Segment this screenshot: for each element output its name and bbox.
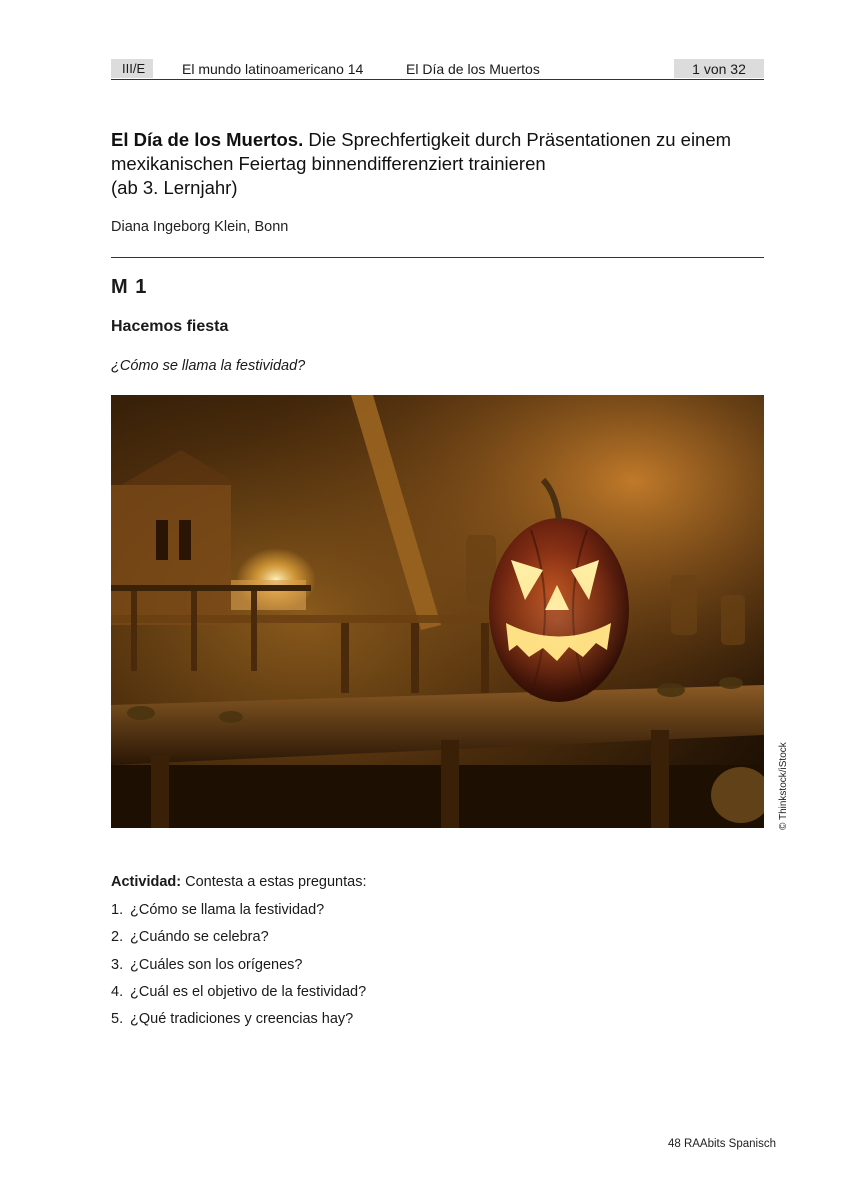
activity-instruction <box>111 874 367 890</box>
divider <box>111 257 764 258</box>
running-header <box>111 59 764 80</box>
footer-publication: 48 RAAbits Spanisch <box>667 1138 776 1150</box>
question-number: 4. <box>111 983 124 1000</box>
question-number: 2. <box>111 929 124 946</box>
title-level: (ab 3. Lernjahr) <box>111 177 238 198</box>
question-text: ¿Cuáles son los orígenes? <box>130 956 303 973</box>
activity-text: Contesta a estas preguntas: <box>185 874 367 890</box>
header-page-number: 1 von 32 <box>674 59 764 78</box>
list-item <box>111 901 366 928</box>
material-id: M 1 <box>111 276 148 298</box>
title-rest: Die Sprechfertigkeit durch Präsentationen zu einem mexikanischen Feiertag binnendifferenziert trainieren <box>111 129 732 174</box>
question-list <box>111 901 366 1037</box>
header-topic: El Día de los Muertos <box>406 61 540 77</box>
header-series-title: El mundo latinoamericano 14 <box>182 61 364 77</box>
question-text: ¿Cuándo se celebra? <box>130 929 269 946</box>
question-text: ¿Cómo se llama la festividad? <box>130 902 325 918</box>
image-prompt: ¿Cómo se llama la festividad? <box>111 358 306 374</box>
question-number: 3. <box>111 956 124 973</box>
question-number: 1. <box>111 902 124 918</box>
activity-label: Actividad: <box>111 874 182 890</box>
list-item <box>111 983 366 1010</box>
list-item <box>111 1010 366 1037</box>
section-heading: Hacemos fiesta <box>111 318 229 335</box>
document-title <box>111 128 771 200</box>
list-item <box>111 928 366 955</box>
header-section-code: III/E <box>111 59 153 78</box>
jack-o-lantern-photo <box>111 395 764 828</box>
question-text: ¿Cuál es el objetivo de la festividad? <box>130 983 367 1000</box>
image-credit: © Thinkstock/iStock <box>778 742 789 830</box>
title-bold: El Día de los Muertos. <box>111 129 304 150</box>
question-number: 5. <box>111 1011 124 1028</box>
list-item <box>111 956 366 983</box>
author-line: Diana Ingeborg Klein, Bonn <box>111 219 289 235</box>
question-text: ¿Qué tradiciones y creencias hay? <box>130 1011 354 1028</box>
